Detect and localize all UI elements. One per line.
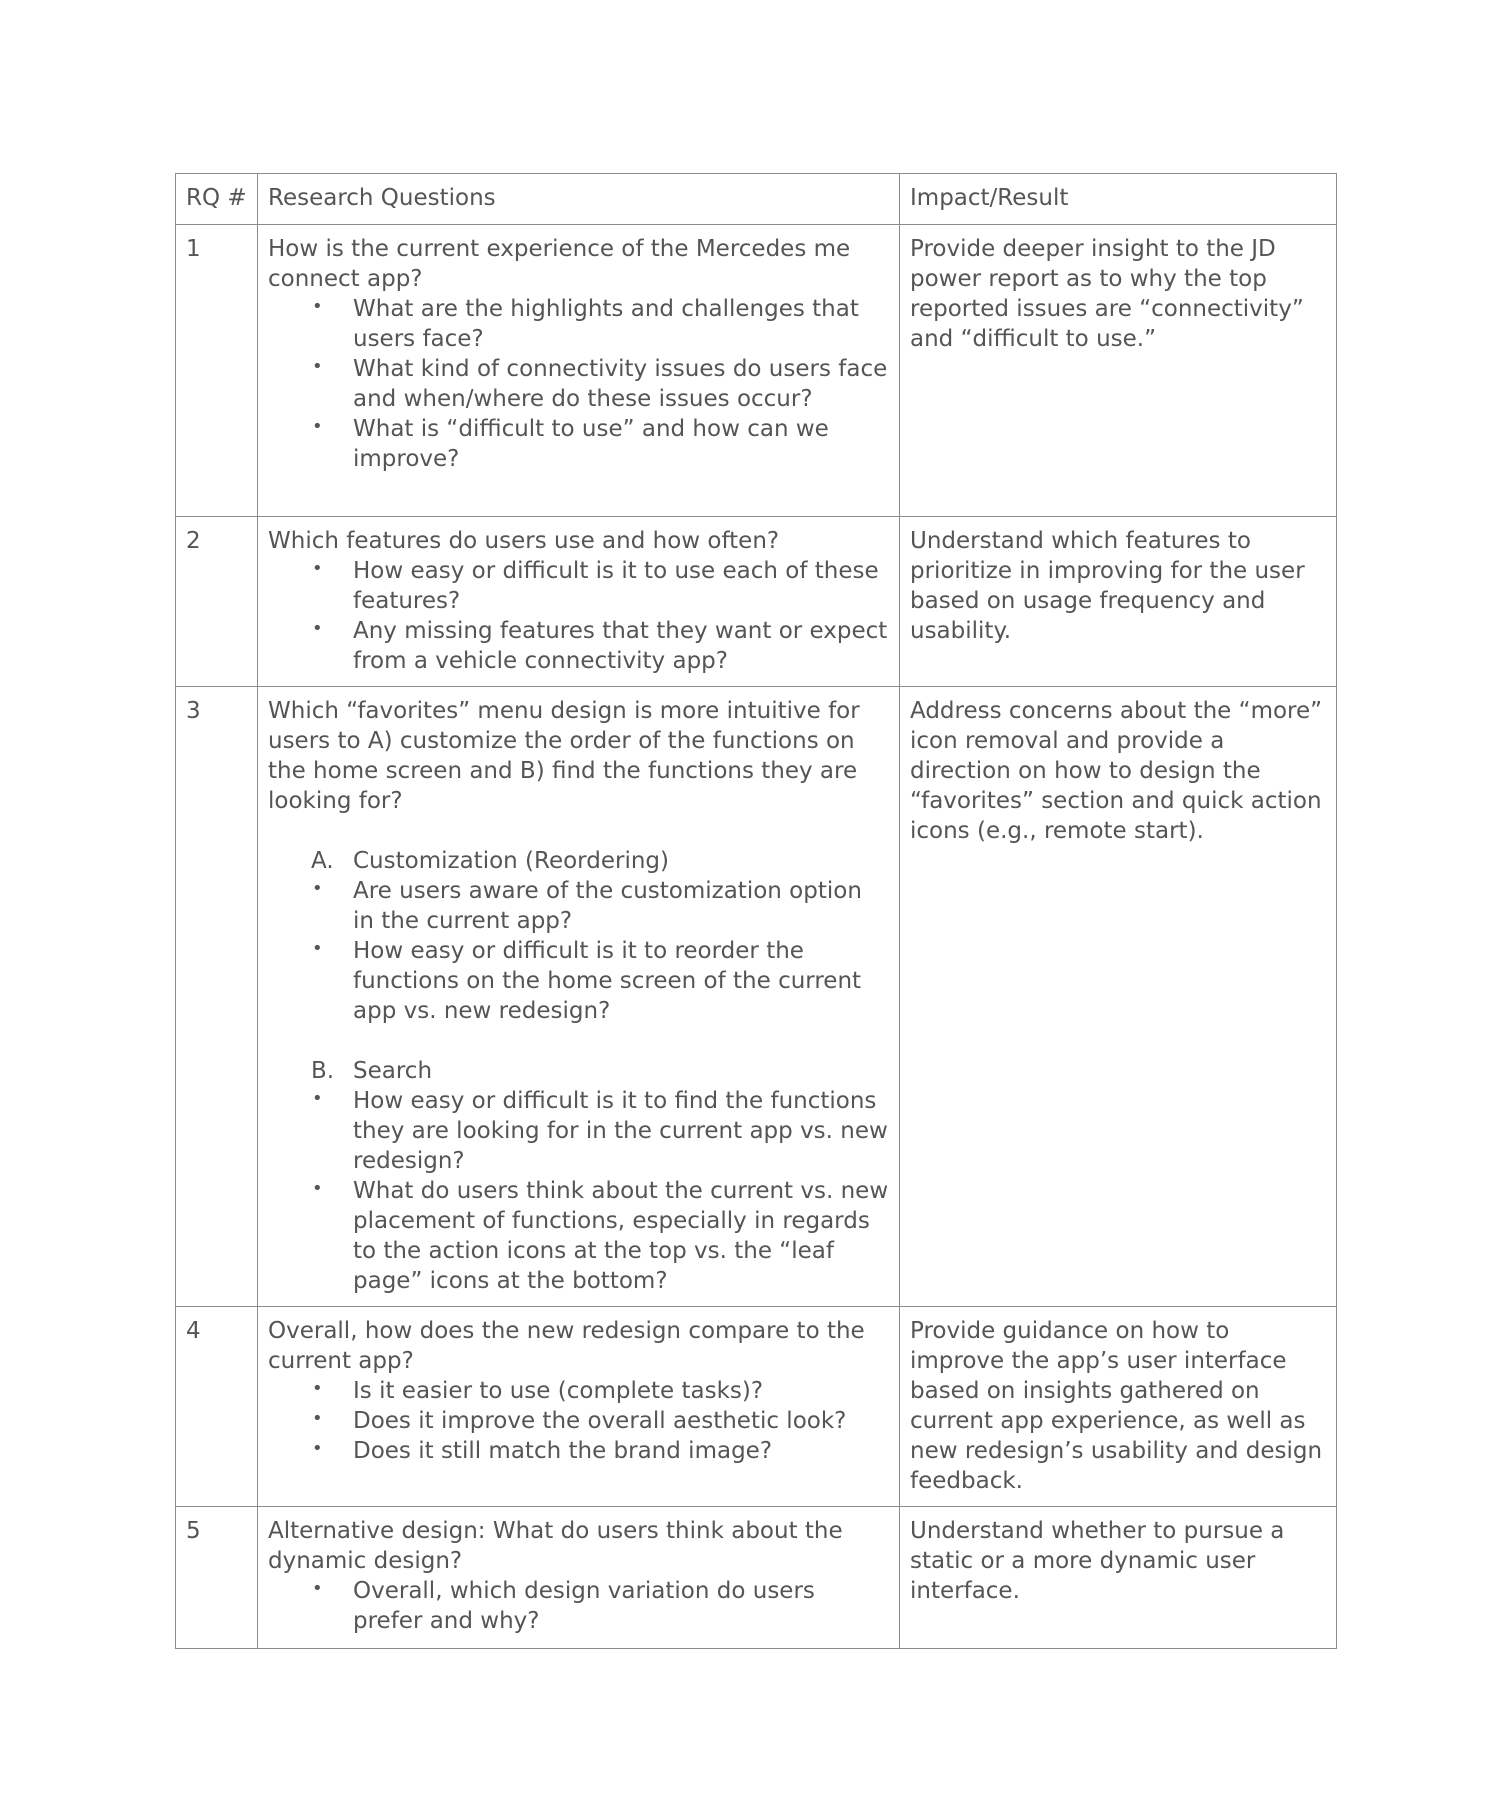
sub-question: • What are the highlights and challenges that users face? [268, 294, 889, 354]
sub-question: • Overall, which design variation do users prefer and why? [268, 1576, 889, 1636]
bullet-icon: • [312, 296, 323, 317]
impact-result: Provide guidance on how to improve the app’s user interface based on insights gathered on current app experience, as well as new redesign’s usability and design feedback. [900, 1307, 1337, 1507]
sub-question: • How easy or difficult is it to reorder the functions on the home screen of the current app vs. new redesign? [268, 936, 889, 1026]
sub-question-list [268, 556, 889, 676]
header-rq-number: RQ # [176, 174, 258, 225]
header-research-questions: Research Questions [258, 174, 900, 225]
research-question-cell [258, 1507, 900, 1649]
bullet-icon: • [312, 558, 323, 579]
impact-result: Understand which features to prioritize in improving for the user based on usage frequency and usability. [900, 517, 1337, 687]
bullet-icon: • [312, 356, 323, 377]
research-question: Which “favorites” menu design is more intuitive for users to A) customize the order of the functions on the home screen and B) find the functions they are looking for? [268, 698, 860, 814]
table-row [176, 517, 1337, 687]
sub-question-list [268, 1576, 889, 1636]
sub-question: • Is it easier to use (complete tasks)? [268, 1376, 889, 1406]
bullet-icon: • [312, 1378, 323, 1399]
sub-question: • Does it improve the overall aesthetic look? [268, 1406, 889, 1436]
research-question: How is the current experience of the Mercedes me connect app? [268, 236, 851, 292]
research-question-cell [258, 225, 900, 517]
sub-question: • What is “difficult to use” and how can we improve? [268, 414, 889, 474]
rq-number: 5 [176, 1507, 258, 1649]
bullet-icon: • [312, 878, 323, 899]
sub-question: • Are users aware of the customization option in the current app? [268, 876, 889, 936]
impact-result: Address concerns about the “more” icon removal and provide a direction on how to design the “favorites” section and quick action icons (e.g., remote start). [900, 687, 1337, 1307]
research-question-cell [258, 1307, 900, 1507]
table-row [176, 687, 1337, 1307]
bullet-icon: • [312, 1438, 323, 1459]
sub-question: • How easy or difficult is it to use each of these features? [268, 556, 889, 616]
bullet-icon: • [312, 416, 323, 437]
research-question: Which features do users use and how often? [268, 528, 780, 554]
rq-number: 1 [176, 225, 258, 517]
bullet-icon: • [312, 1578, 323, 1599]
sub-question-list [268, 294, 889, 474]
sub-question: • What kind of connectivity issues do users face and when/where do these issues occur? [268, 354, 889, 414]
research-questions-table [175, 173, 1337, 1649]
section-heading-search: B. Search [311, 1058, 433, 1084]
rq-number: 3 [176, 687, 258, 1307]
sub-question-list [268, 1086, 889, 1296]
bullet-icon: • [312, 938, 323, 959]
section-marker: A. [311, 848, 334, 874]
sub-question: • Any missing features that they want or expect from a vehicle connectivity app? [268, 616, 889, 676]
bullet-icon: • [312, 1088, 323, 1109]
impact-result: Understand whether to pursue a static or a more dynamic user interface. [900, 1507, 1337, 1649]
bullet-icon: • [312, 1178, 323, 1199]
bullet-icon: • [312, 618, 323, 639]
bullet-icon: • [312, 1408, 323, 1429]
section-marker: B. [311, 1058, 335, 1084]
sub-question: • Does it still match the brand image? [268, 1436, 889, 1466]
research-question: Overall, how does the new redesign compare to the current app? [268, 1318, 865, 1374]
research-question-cell [258, 517, 900, 687]
header-impact-result: Impact/Result [900, 174, 1337, 225]
research-question: Alternative design: What do users think about the dynamic design? [268, 1518, 843, 1574]
table-row [176, 225, 1337, 517]
table-header-row [176, 174, 1337, 225]
rq-number: 4 [176, 1307, 258, 1507]
sub-question-list [268, 876, 889, 1026]
rq-number: 2 [176, 517, 258, 687]
sub-question-list [268, 1376, 889, 1466]
sub-question: • How easy or difficult is it to find the functions they are looking for in the current app vs. new redesign? [268, 1086, 889, 1176]
sub-question: • What do users think about the current vs. new placement of functions, especially in regards to the action icons at the top vs. the “leaf page” icons at the bottom? [268, 1176, 889, 1296]
section-heading-customization: A. Customization (Reordering) [311, 848, 669, 874]
impact-result: Provide deeper insight to the JD power report as to why the top reported issues are “connectivity” and “difficult to use.” [900, 225, 1337, 517]
table-row [176, 1307, 1337, 1507]
research-question-cell [258, 687, 900, 1307]
table-row [176, 1507, 1337, 1649]
